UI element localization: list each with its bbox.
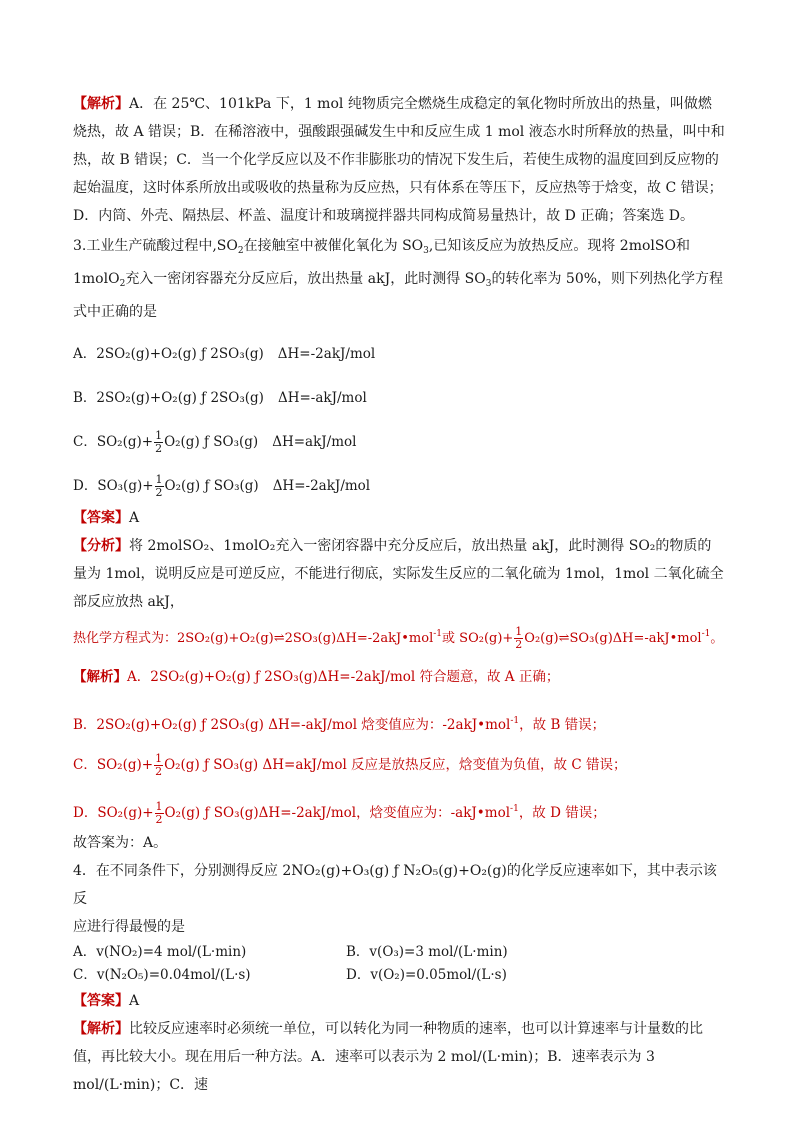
jiexi-text: ，故 B 错误；	[519, 717, 606, 733]
q3-stem-part: ,已知该反应为放热反应。现将 2molSO	[428, 238, 676, 254]
q4-option-b: B．v(O₃)=3 mol/(L·min)	[346, 944, 508, 960]
option-equation: SO₂(g)+	[96, 434, 154, 450]
frac-den: 2	[155, 813, 163, 826]
q3-stem-part: 在接触室中被催化氧化为 SO	[243, 238, 424, 254]
jiexi-tag: 【解析】	[73, 1021, 129, 1037]
option-enthalpy: ΔH=-2akJ/mol	[277, 346, 376, 362]
fraction-half	[154, 430, 163, 455]
option-enthalpy: ΔH=-2akJ/mol	[272, 478, 371, 494]
q3-option-b	[73, 384, 725, 428]
option-enthalpy: ΔH=-akJ/mol	[277, 390, 367, 406]
option-equation: 2SO₂(g)+O₂(g) ƒ 2SO₃(g)	[96, 390, 264, 406]
fraction-half	[154, 753, 163, 778]
option-label: A．	[73, 346, 97, 362]
fenxi-eq: 或 SO₂(g)+	[442, 631, 514, 646]
q3-stem-part: 充入一密闭容器充分反应后，放出热量 akJ，此时测得 SO	[125, 271, 486, 287]
q3-stem-part: 和 1molO	[73, 238, 690, 287]
document-page	[73, 90, 725, 1099]
answer-tag: 【答案】	[73, 993, 129, 1009]
frac-num: 1	[155, 473, 163, 486]
q4-stem-text: 应进行得最慢的是	[73, 919, 185, 935]
option-label: B．	[73, 717, 97, 733]
q3-jiexi-a	[73, 663, 725, 707]
q3-answer	[73, 504, 725, 532]
fenxi-eq: 。	[710, 631, 724, 646]
q3-stem: 3.工业生产硫酸过程中$,SO_2$在接触室中被催化氧化为 $SO_3$,已知该反应为放热反应。现将 2molSO和 1molO$_2$充入一密闭容器充分反应后，放出热量 akJ，此时测得 $SO_3$的转化率为 50%，则下列热化学方程式中正确的是	[73, 238, 724, 320]
q3-conclusion: 故答案为：A。	[73, 835, 168, 851]
q4-stem-text: 4．在不同条件下，分别测得反应 2NO₂(g)+O₃(g) ƒ N₂O₅(g)+O₂(g)的化学反应速率如下，其中表示该反	[73, 863, 717, 907]
jiexi-tag: 【解析】	[73, 669, 127, 685]
option-label: C．	[73, 757, 97, 773]
fraction-half	[155, 474, 164, 499]
frac-den: 2	[155, 765, 163, 778]
q3-option-a	[73, 340, 725, 384]
q3-fenxi	[73, 532, 725, 616]
frac-den: 2	[515, 638, 523, 651]
q4-option-c: C．v(N₂O₅)=0.04mol/(L·s)	[73, 967, 251, 983]
q4-answer	[73, 987, 725, 1015]
frac-num: 1	[155, 752, 163, 765]
jiexi-text: SO₂(g)+	[97, 805, 154, 821]
q3-option-c	[73, 428, 725, 472]
frac-num: 1	[155, 429, 163, 442]
option-enthalpy: ΔH=akJ/mol	[272, 434, 357, 450]
q4-stem	[73, 857, 725, 941]
analysis-text: A．在 25℃、101kPa 下，1 mol 纯物质完全燃烧生成稳定的氧化物时所放出的热量，叫做燃烧热，故 A 错误；B．在稀溶液中，强酸跟强碱发生中和反应生成 1 mol 液态水时所释放的热量，叫中和热，故 B 错误；C．当一个化学反应以及不作非膨胀功的情况下发生后，若使生成物的温度回到反应物的起始温度，这时体系所放出或吸收的热量称为反应热，只有体系在等压下，反应热等于焓变，故 C 错误；D．内筒、外壳、隔热层、杯盖、温度计和玻璃搅拌器共同构成简易量热计，故 D 正确；答案选 D。	[73, 96, 725, 224]
jiexi-text: O₂(g) ƒ SO₃(g) ΔH=akJ/mol 反应是放热反应，焓变值为负值，故 C 错误；	[164, 757, 627, 773]
q3-jiexi-b	[73, 707, 725, 751]
fenxi-eq: 热化学方程式为：2SO₂(g)+O₂(g)⇌2SO₃(g)ΔH=-2akJ•mol	[73, 631, 434, 646]
frac-num: 1	[515, 625, 523, 638]
option-label: A．	[127, 669, 151, 685]
jiexi-text: O₂(g) ƒ SO₃(g)ΔH=-2akJ/mol，焓变值应为：-akJ•mol	[164, 805, 511, 821]
option-equation: SO₃(g)+	[97, 478, 154, 494]
q3-option-d	[73, 472, 725, 504]
jiexi-text: ，故 D 错误；	[518, 805, 606, 821]
fraction-half	[514, 626, 523, 651]
q4-option-a: A．v(NO₂)=4 mol/(L·min)	[73, 944, 247, 960]
fraction-half	[155, 801, 164, 826]
superscript: -1	[701, 629, 711, 639]
option-label: B．	[73, 390, 97, 406]
fenxi-text: 将 2molSO₂、1molO₂充入一密闭容器中充分反应后，放出热量 akJ，此时测得 SO₂的物质的量为 1mol，说明反应是可逆反应，不能进行彻底，实际发生反应的二氧化硫为 1mol，1mol 二氧化硫全部反应放热 akJ，	[73, 538, 724, 610]
frac-den: 2	[155, 486, 163, 499]
analysis-tag: 【解析】	[73, 96, 129, 112]
q4-options-row-1	[73, 941, 725, 964]
option-label: C．	[73, 434, 97, 450]
q4-option-d: D．v(O₂)=0.05mol/(L·s)	[346, 967, 507, 983]
q3-stem-part: 的转化率为 50%，则下列热化学方程式中正确的是	[73, 271, 724, 320]
fenxi-eq: O₂(g)⇌SO₃(g)ΔH=-akJ•mol	[524, 631, 702, 646]
q3-jiexi-c	[73, 751, 725, 795]
superscript: -1	[510, 804, 519, 814]
jiexi-text: 2SO₂(g)+O₂(g) ƒ 2SO₃(g) ΔH=-akJ/mol 焓变值应为：-2akJ•mol	[96, 717, 511, 733]
q4-options-row-2	[73, 964, 725, 987]
q2-analysis	[73, 90, 725, 230]
superscript: -1	[433, 629, 443, 639]
jiexi-text: 比较反应速率时必须统一单位，可以转化为同一种物质的速率，也可以计算速率与计量数的比值，再比较大小。现在用后一种方法。A．速率可以表示为 2 mol/(L·min)；B．速率表示为 3 mol/(L·min)；C．速	[73, 1021, 703, 1093]
option-equation: O₂(g) ƒ SO₃(g)	[164, 434, 259, 450]
q3-jiexi-d	[73, 795, 725, 829]
superscript: -1	[510, 716, 520, 726]
q3-stem-part: 3.工业生产硫酸过程中,SO	[73, 238, 238, 254]
frac-den: 2	[155, 442, 163, 455]
answer-tag: 【答案】	[73, 510, 129, 526]
jiexi-text: SO₂(g)+	[96, 757, 154, 773]
q3-fenxi-equation	[73, 620, 725, 653]
frac-num: 1	[155, 800, 163, 813]
q4-jiexi	[73, 1015, 725, 1099]
jiexi-text: 2SO₂(g)+O₂(g) ƒ 2SO₃(g)ΔH=-2akJ/mol 符合题意，故 A 正确；	[150, 669, 560, 685]
option-equation: O₂(g) ƒ SO₃(g)	[164, 478, 259, 494]
option-label: D．	[73, 478, 98, 494]
fenxi-tag: 【分析】	[73, 538, 129, 554]
answer-value: A	[129, 993, 140, 1009]
answer-value: A	[129, 510, 140, 526]
option-label: D．	[73, 805, 98, 821]
option-equation: 2SO₂(g)+O₂(g) ƒ 2SO₃(g)	[96, 346, 264, 362]
